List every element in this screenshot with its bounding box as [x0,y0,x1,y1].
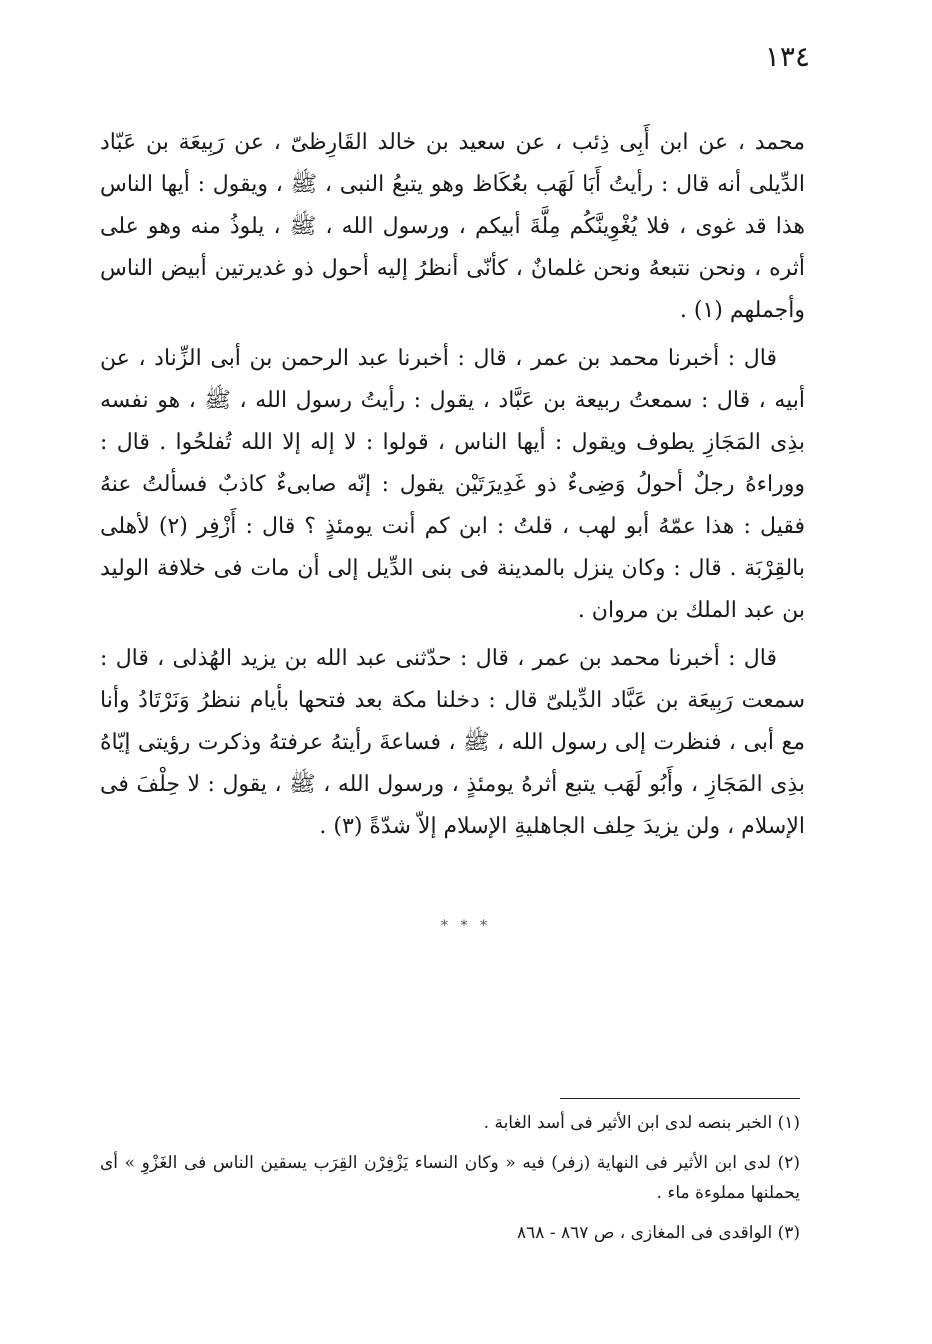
footnote-3: (٣) الواقدى فى المغازى ، ص ٨٦٧ - ٨٦٨ [517,1223,800,1243]
paragraph-1: محمد ، عن ابن أَبِى ذِئب ، عن سعيد بن خالد القَارِظىّ ، عن رَبِيعَة بن عَبّاد الدِّيلى أنه قال : رأيتُ أَبَا لَهَب بعُكَاظ وهو يتبعُ النبى ، ﷺ ، ويقول : أيها الناس هذا قد غوى ، فلا يُغْوِينَّكُم مِلَّةَ أبيكم ، ورسول الله ، ﷺ ، يلوذُ منه وهو على أثره ، ونحن نتبعهُ ونحن غلمانٌ ، كأنّى أنظرُ إليه أحول ذو غديرتين أبيض الناس وأجملهم (١) . [100,130,805,323]
paragraph-2: قال : أخبرنا محمد بن عمر ، قال : أخبرنا عبد الرحمن بن أبى الزِّناد ، عن أبيه ، قال : سمعتُ ربيعة بن عَبَّاد ، يقول : رأيتُ رسول الله ، ﷺ ، هو نفسه بذِى المَجَازِ يطوف ويقول : أيها الناس ، قولوا : لا إله إلا الله تُفلحُوا . قال : ووراءهُ رجلٌ أحولُ وَضِىءٌ ذو غَدِيرَتَيْن يقول : إنّه صابىءٌ كاذبٌ فسألتُ عنهُ فقيل : هذا عمّهُ أبو لهب ، قلتُ : ابن كم أنت يومئذٍ ؟ قال : أَزْفِر (٢) لأهلى بالقِرْبَة . قال : وكان ينزل بالمدينة فى بنى الدِّيل إلى أن مات فى خلافة الوليد بن عبد الملك بن مروان . [100,346,805,623]
section-separator: * * * [441,918,491,934]
footnote-2: (٢) لدى ابن الأثير فى النهاية (زفر) فيه « وكان النساء يَزْفِرْن القِرَب يسقين الناس فى الغَزْوِ » أى يحملنها مملوءة ماء . [100,1153,800,1203]
page-number: ١٣٤ [764,40,810,73]
footnotes [100,1108,800,1258]
paragraph-3: قال : أخبرنا محمد بن عمر ، قال : حدّثنى عبد الله بن يزيد الهُذلى ، قال : سمعت رَبِيعَة بن عَبَّاد الدِّيلىّ قال : دخلنا مكة بعد فتحها بأيام ننظرُ وَنَرْتَادُ وأنا مع أبى ، فنظرت إلى رسول الله ، ﷺ ، فساعةَ رأيتهُ عرفتهُ وذكرت رؤيتى إيّاهُ بذِى المَجَازِ ، وأَبُو لَهَب يتبع أثرهُ يومئذٍ ، ورسول الله ، ﷺ ، يقول : لا حِلْفَ فى الإسلام ، ولن يزيدَ حِلف الجاهليةِ الإسلام إلاّ شدّةً (٣) . [100,646,805,839]
main-text [100,122,805,848]
footnote-divider [560,1098,800,1099]
footnote-1: (١) الخبر بنصه لدى ابن الأثير فى أسد الغابة . [483,1113,800,1133]
